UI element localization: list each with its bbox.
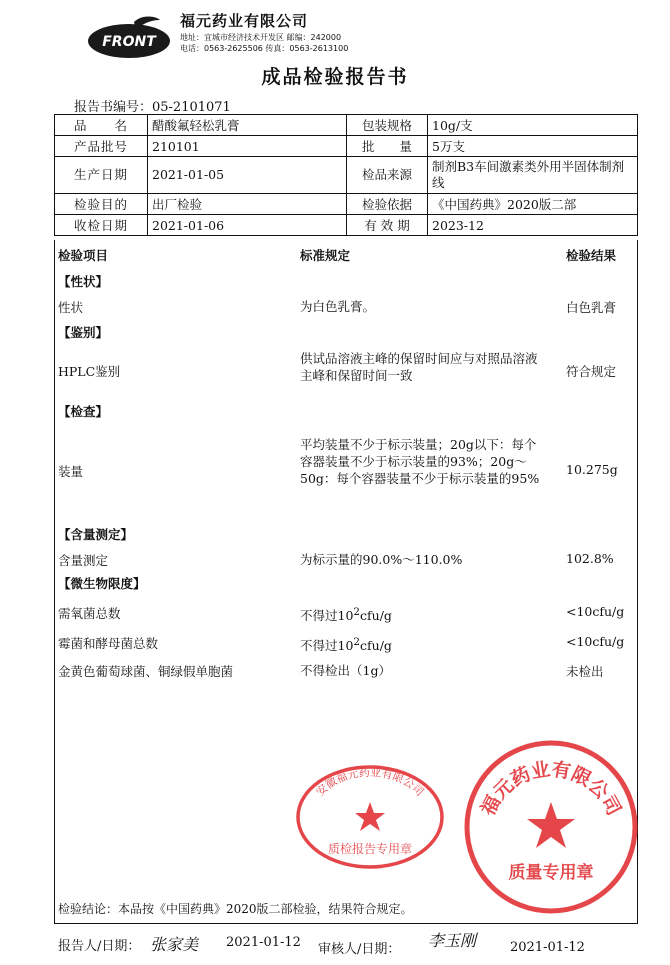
info-row <box>55 157 638 194</box>
label-sample-source: 检品来源 <box>347 157 428 194</box>
result-aerobic: <10cfu/g <box>566 604 625 619</box>
report-number: 报告书编号：05-2101071 <box>74 100 231 115</box>
standard-fill: 平均装量不少于标示装量；20g以下：每个容器装量不少于标示装量的93%；20g～50g：每个容器装量不少于标示装量的95% <box>300 437 540 486</box>
company-contact <box>180 32 348 54</box>
standard-mold-unit: cfu/g <box>360 638 392 654</box>
quality-stamp-label: 质量专用章 <box>508 863 594 883</box>
reporter-date: 2021-01-12 <box>226 935 301 950</box>
qc-stamp-label: 质检报告专用章 <box>327 842 413 856</box>
product-name: 醋酸氟轻松乳膏 <box>148 115 347 136</box>
sample-source: 制剂B3车间激素类外用半固体制剂线 <box>428 157 638 194</box>
qc-stamp-text: 安徽福元药业有限公司 <box>313 765 427 799</box>
header-result: 检验结果 <box>566 248 617 263</box>
expiry-date: 2023-12 <box>428 215 638 236</box>
result-fill: 10.275g <box>566 462 618 477</box>
company-phone: 电话：0563-2625506 传真：0563-2613100 <box>180 44 349 53</box>
standard-aerobic-text: 不得过10 <box>300 608 354 624</box>
quality-stamp-text: 福元药业有限公司 <box>476 758 626 820</box>
standard-mold-text: 不得过10 <box>300 638 354 654</box>
item-pathogens: 金黄色葡萄球菌、铜绿假单胞菌 <box>58 664 234 679</box>
label-package-spec: 包装规格 <box>347 115 428 136</box>
svg-text:安徽福元药业有限公司 <box>313 765 426 799</box>
standard-aerobic <box>300 604 550 624</box>
header-standard: 标准规定 <box>300 248 351 263</box>
info-row <box>55 215 638 236</box>
batch-no: 210101 <box>148 136 347 157</box>
info-row <box>55 115 638 136</box>
section-assay: 【含量测定】 <box>58 527 134 542</box>
reviewer-label: 审核人/日期： <box>318 942 401 957</box>
item-hplc: HPLC鉴别 <box>58 364 121 379</box>
label-product-name: 品 名 <box>55 115 148 136</box>
section-identification: 【鉴别】 <box>58 325 109 340</box>
result-assay: 102.8% <box>566 551 614 566</box>
standard-hplc: 供试品溶液主峰的保留时间应与对照品溶液主峰和保留时间一致 <box>300 351 538 383</box>
company-name: 福元药业有限公司 <box>180 12 309 30</box>
document-title: 成品检验报告书 <box>261 66 409 88</box>
standard-aerobic-unit: cfu/g <box>360 608 392 624</box>
quality-stamp <box>462 738 640 916</box>
reporter-label: 报告人/日期： <box>58 939 141 954</box>
standard-aerobic-exponent: 2 <box>353 606 361 618</box>
label-batch-no: 产品批号 <box>55 136 148 157</box>
standard-character: 为白色乳膏。 <box>300 299 376 314</box>
standard-mold-exponent: 2 <box>353 636 361 648</box>
label-production-date: 生产日期 <box>55 157 148 194</box>
package-spec: 10g/支 <box>428 115 638 136</box>
section-inspection: 【检查】 <box>58 404 109 419</box>
result-character: 白色乳膏 <box>566 300 617 315</box>
reviewer-date: 2021-01-12 <box>510 940 585 955</box>
section-character: 【性状】 <box>58 274 109 289</box>
company-logo <box>86 14 172 60</box>
item-aerobic: 需氧菌总数 <box>58 606 121 621</box>
item-mold-yeast: 霉菌和酵母菌总数 <box>58 636 159 651</box>
production-date: 2021-01-05 <box>148 157 347 194</box>
item-character: 性状 <box>58 300 84 315</box>
test-basis: 《中国药典》2020版二部 <box>428 194 638 215</box>
company-address: 地址：宜城市经济技术开发区 邮编：242000 <box>180 33 342 42</box>
test-conclusion: 检验结论：本品按《中国药典》2020版二部检验，结果符合规定。 <box>58 902 413 916</box>
result-pathogens: 未检出 <box>566 664 604 679</box>
standard-mold-yeast <box>300 634 550 654</box>
header-test-item: 检验项目 <box>58 248 109 263</box>
item-fill: 装量 <box>58 464 84 479</box>
standard-assay: 为标示量的90.0%～110.0% <box>300 552 463 567</box>
info-row <box>55 194 638 215</box>
batch-size: 5万支 <box>428 136 638 157</box>
result-mold-yeast: <10cfu/g <box>566 634 625 649</box>
label-receive-date: 收检日期 <box>55 215 148 236</box>
label-batch-size: 批 量 <box>347 136 428 157</box>
section-microbial: 【微生物限度】 <box>58 576 146 591</box>
test-purpose: 出厂检验 <box>148 194 347 215</box>
reporter-signature: 张家美 <box>150 935 199 954</box>
label-expiry: 有 效 期 <box>347 215 428 236</box>
info-row <box>55 136 638 157</box>
logo-text: FRONT <box>102 34 156 50</box>
reviewer-signature: 李玉刚 <box>428 931 477 950</box>
qc-report-stamp <box>290 760 450 870</box>
product-info-table <box>54 114 638 236</box>
receive-date: 2021-01-06 <box>148 215 347 236</box>
label-test-purpose: 检验目的 <box>55 194 148 215</box>
item-assay: 含量测定 <box>58 553 109 568</box>
result-hplc: 符合规定 <box>566 364 617 379</box>
label-test-basis: 检验依据 <box>347 194 428 215</box>
standard-pathogens: 不得检出（1g） <box>300 663 391 678</box>
